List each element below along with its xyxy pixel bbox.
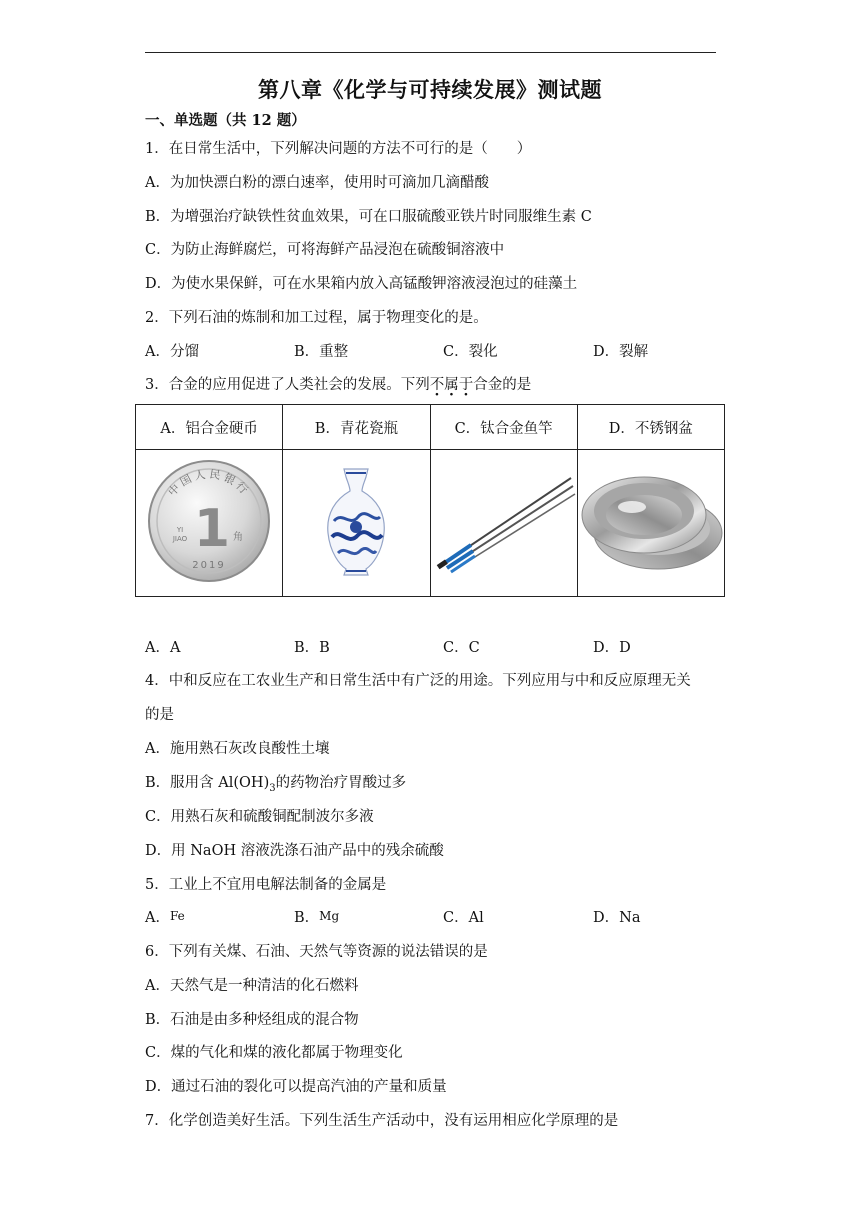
coin-image (146, 458, 272, 584)
q2-option-b: B．重整 (294, 344, 349, 360)
q1-option-c: C．为防止海鲜腐烂，可将海鲜产品浸泡在硫酸铜溶液中 (145, 242, 505, 258)
vase-cell (283, 450, 430, 597)
table-header-d: D．不锈钢盆 (577, 405, 724, 450)
steel-basin-image (578, 461, 728, 581)
coin-top-text: 中国人民银行 (165, 467, 253, 499)
q2-option-a: A．分馏 (145, 344, 199, 360)
q4-stem-line2: 的是 (145, 707, 174, 723)
vase-image (316, 461, 396, 581)
q5-option-b (294, 908, 339, 928)
q1-stem: 1．在日常生活中，下列解决问题的方法不可行的是（ ） (145, 141, 532, 157)
coin-yi: YI (176, 526, 184, 534)
emphasis-char-2: 于 (458, 377, 474, 393)
coin-jiao: JIAO (172, 535, 188, 543)
q3-emphasis-text (430, 377, 474, 393)
q7-stem: 7．化学创造美好生活。下列生活生产活动中，没有运用相应化学原理的是 (145, 1113, 619, 1129)
fishing-rod-image (431, 466, 581, 576)
q2-option-d: D．裂解 (593, 344, 649, 360)
coin-year: 2019 (192, 560, 226, 571)
q4-option-b-post: 的药物治疗胃酸过多 (275, 775, 407, 791)
coin-numeral: 1 (194, 499, 231, 559)
q3-option-b: B．B (294, 640, 330, 656)
q3-option-a: A．A (145, 640, 181, 656)
coin-cell (136, 450, 283, 597)
q6-option-c: C．煤的气化和煤的液化都属于物理变化 (145, 1045, 403, 1061)
q1-option-a: A．为加快漂白粉的漂白速率，使用时可滴加几滴醋酸 (145, 175, 489, 191)
q5-option-a (145, 908, 185, 928)
header-rule (145, 52, 716, 53)
q6-option-a: A．天然气是一种清洁的化石燃料 (145, 978, 359, 994)
q5-option-b-value: Mg (319, 909, 340, 923)
q4-option-b-pre: B．服用含 Al(OH) (145, 775, 270, 791)
coin-unit: 角 (233, 532, 244, 543)
q2-stem: 2．下列石油的炼制和加工过程，属于物理变化的是。 (145, 310, 488, 326)
q4-option-b (145, 773, 406, 799)
table-header-a: A．铝合金硬币 (136, 405, 283, 450)
q4-option-a: A．施用熟石灰改良酸性土壤 (145, 741, 330, 757)
q3-emphasis (430, 377, 474, 393)
basin-cell (577, 450, 724, 597)
q5-option-a-value: Fe (169, 909, 185, 923)
q5-option-a-label: A． (145, 910, 170, 926)
q6-option-b: B．石油是由多种烃组成的混合物 (145, 1012, 359, 1028)
q1-option-b: B．为增强治疗缺铁性贫血效果，可在口服硫酸亚铁片时同服维生素 C (145, 209, 592, 225)
q4-option-c: C．用熟石灰和硫酸铜配制波尔多液 (145, 809, 374, 825)
q6-stem: 6．下列有关煤、石油、天然气等资源的说法错误的是 (145, 944, 488, 960)
q5-option-c: C．Al (443, 910, 484, 926)
q3-option-d: D．D (593, 640, 631, 656)
table-header-b: B．青花瓷瓶 (283, 405, 430, 450)
q3-stem-pre: 3．合金的应用促进了人类社会的发展。下列 (145, 377, 430, 393)
q6-option-d: D．通过石油的裂化可以提高汽油的产量和质量 (145, 1079, 447, 1095)
q3-stem-post: 合金的是 (473, 377, 532, 393)
rod-cell (430, 450, 577, 597)
q3-stem (145, 375, 531, 395)
q5-stem: 5．工业上不宜用电解法制备的金属是 (145, 877, 387, 893)
emphasis-char-0: 不 (429, 377, 445, 393)
q2-option-c: C．裂化 (443, 344, 498, 360)
q4-option-d: D．用 NaOH 溶液洗涤石油产品中的残余硫酸 (145, 843, 444, 859)
emphasis-char-1: 属 (444, 377, 459, 393)
table-header-c: C．钛合金鱼竿 (430, 405, 577, 450)
q5-option-d: D．Na (593, 910, 641, 926)
q4-option-b-subscript: 3 (269, 782, 276, 794)
section-heading: 一、单选题（共 12 题） (145, 112, 306, 129)
q3-option-c: C．C (443, 640, 480, 656)
q5-option-b-label: B． (294, 910, 320, 926)
q1-option-d: D．为使水果保鲜，可在水果箱内放入高锰酸钾溶液浸泡过的硅藻土 (145, 276, 578, 292)
q3-image-table (135, 404, 725, 597)
q4-stem-line1: 4．中和反应在工农业生产和日常生活中有广泛的用途。下列应用与中和反应原理无关 (145, 673, 691, 689)
page-title: 第八章《化学与可持续发展》测试题 (258, 77, 602, 102)
